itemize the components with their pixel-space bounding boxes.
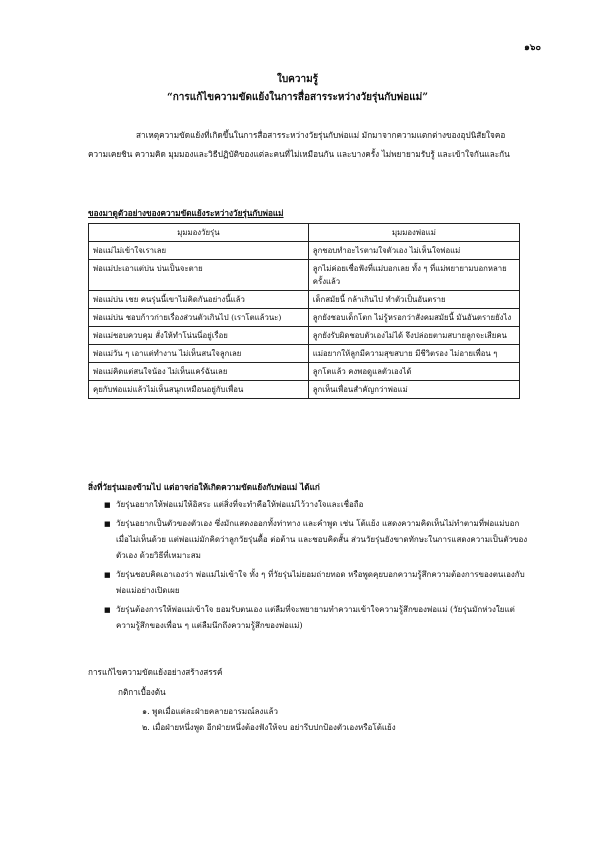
question-heading: สิ่งที่วัยรุ่นมองข้ามไป แต่อาจก่อให้เกิดความขัดแย้งกับพ่อแม่ ได้แก่ — [88, 482, 320, 492]
teen-view-cell: คุยกับพ่อแม่แล้วไม่เห็นสนุกเหมือนอยู่กับเพื่อน — [89, 381, 309, 399]
parent-view-cell: ลูกไม่ค่อยเชื่อฟังที่แม่บอกเลย ทั้ง ๆ ที่แม่พยายามบอกหลายครั้งแล้ว — [308, 260, 519, 291]
table-header-row — [89, 224, 520, 242]
page-subtitle: “การแก้ไขความขัดแย้งในการสื่อสารระหว่างวัยรุ่นกับพ่อแม่” — [166, 92, 429, 103]
table-row — [89, 242, 520, 260]
page-title: ใบความรู้ — [276, 74, 319, 85]
teen-view-cell: พ่อแม่วัน ๆ เอาแต่ทำงาน ไม่เห็นสนใจลูกเลย — [89, 345, 309, 363]
parent-view-cell: ลูกยังรับผิดชอบตัวเองไม่ได้ จึงปล่อยตามสบายลูกจะเสียคน — [308, 327, 519, 345]
table-row — [89, 309, 520, 327]
parent-view-cell: แม่อยากให้ลูกมีความสุขสบาย มีชีวิตรอง ไม่อายเพื่อน ๆ — [308, 345, 519, 363]
parent-view-cell: ลูกยังชอบเด็กโตก ไม่รู้หรอกว่าสังคมสมัยนี้ มันอันตรายยังไง — [308, 309, 519, 327]
header-teen-view: มุมมองวัยรุ่น — [89, 224, 309, 242]
table-caption: ของมาดูตัวอย่างของความขัดแย้งระหว่างวัยรุ่นกับพ่อแม่ — [88, 208, 284, 218]
section-title: การแก้ไขความขัดแย้งอย่างสร้างสรรค์ — [88, 667, 223, 677]
list-item: ■ วัยรุ่นต้องการให้พ่อแม่เข้าใจ ยอมรับตนเอง แต่ลืมที่จะพยายามทำความเข้าใจความรู้สึกของพ่อแม่ (วัยรุ่นมักห่วงใยแต่ความรู้สึกของเพื่อน ๆ แต่ลืมนึกถึงความรู้สึกของพ่อแม่) — [104, 602, 528, 634]
comparison-table — [88, 223, 520, 399]
rules-list — [142, 704, 532, 736]
parent-view-cell: เด็กสมัยนี้ กล้าเกินไป ทำตัวเป็นอันตราย — [308, 291, 519, 309]
header-parent-view: มุมมองพ่อแม่ — [308, 224, 519, 242]
subsection-title: กติกาเบื้องต้น — [118, 687, 166, 697]
list-item: ๒. เมื่อฝ่ายหนึ่งพูด อีกฝ่ายหนึ่งต้องฟังให้จบ อย่ารีบปกป้องตัวเองหรือโต้แย้ง — [142, 723, 396, 732]
table-row — [89, 381, 520, 399]
teen-view-cell: พ่อแม่ไม่เข้าใจเราเลย — [89, 242, 309, 260]
list-item: ๑. พูดเมื่อแต่ละฝ่ายคลายอารมณ์ลงแล้ว — [142, 707, 278, 716]
parent-view-cell: ลูกโตแล้ว คงพอดูแลตัวเองได้ — [308, 363, 519, 381]
list-item: ■ วัยรุ่นอยากเป็นตัวของตัวเอง ซึ่งมักแสดงออกทั้งท่าทาง และคำพูด เช่น โต้แย้ง แสดงความคิดเห็นไม่ทำตามที่พ่อแม่บอกเมื่อไม่เห็นด้วย แต่พ่อแม่มักคิดว่าลูกวัยรุ่นดื้อ ต่อต้าน และชอบคิดสั้น ส่วนวัยรุ่นยังขาดทักษะในการแสดงความเป็นตัวของตัวเอง ด้วยวิธีที่เหมาะสม — [104, 516, 528, 564]
teen-view-cell: พ่อแม่ชอบควบคุม สั่งให้ทำโน่นนี่อยู่เรื่อย — [89, 327, 309, 345]
table-row — [89, 345, 520, 363]
parent-view-cell: ลูกชอบทำอะไรตามใจตัวเอง ไม่เห็นใจพ่อแม่ — [308, 242, 519, 260]
table-row — [89, 260, 520, 291]
reasons-list — [104, 497, 528, 637]
teen-view-cell: พ่อแม่ปะเอาแต่บ่น บ่นเป็นจะตาย — [89, 260, 309, 291]
list-item: ■ วัยรุ่นอยากให้พ่อแม่ให้อิสระ แต่สิ่งที่จะทำคือให้พ่อแม่ไว้วางใจและเชื่อถือ — [104, 497, 528, 513]
table-row — [89, 291, 520, 309]
teen-view-cell: พ่อแม่บ่น เชย คนรุ่นนี้เขาไม่คิดกันอย่างนี้แล้ว — [89, 291, 309, 309]
teen-view-cell: พ่อแม่คิดแต่สนใจน้อง ไม่เห็นแคร์ฉันเลย — [89, 363, 309, 381]
table-row — [89, 327, 520, 345]
list-item: ■ วัยรุ่นชอบคิดเอาเองว่า พ่อแม่ไม่เข้าใจ ทั้ง ๆ ที่วัยรุ่นไม่ยอมถ่ายทอด หรือพูดคุยบอกความรู้สึกความต้องการของตนเองกับพ่อแม่อย่างเปิดเผย — [104, 567, 528, 599]
parent-view-cell: ลูกเห็นเพื่อนสำคัญกว่าพ่อแม่ — [308, 381, 519, 399]
page-number: ๑๖๐ — [524, 43, 541, 53]
intro-paragraph: สาเหตุความขัดแย้งที่เกิดขึ้นในการสื่อสารระหว่างวัยรุ่นกับพ่อแม่ มักมาจากความแตกต่างของอุปนิสัยใจคอ ความเคยชิน ความคิด มุมมองและวิธีปฏิบัติของแต่ละคนที่ไม่เหมือนกัน และบางครั้ง ไม่พยายามรับรู้ และเข้าใจกันและกัน — [88, 130, 510, 159]
table-row — [89, 363, 520, 381]
teen-view-cell: พ่อแม่บ่น ชอบก้าวก่ายเรื่องส่วนตัวเกินไป (เราโตแล้วนะ) — [89, 309, 309, 327]
